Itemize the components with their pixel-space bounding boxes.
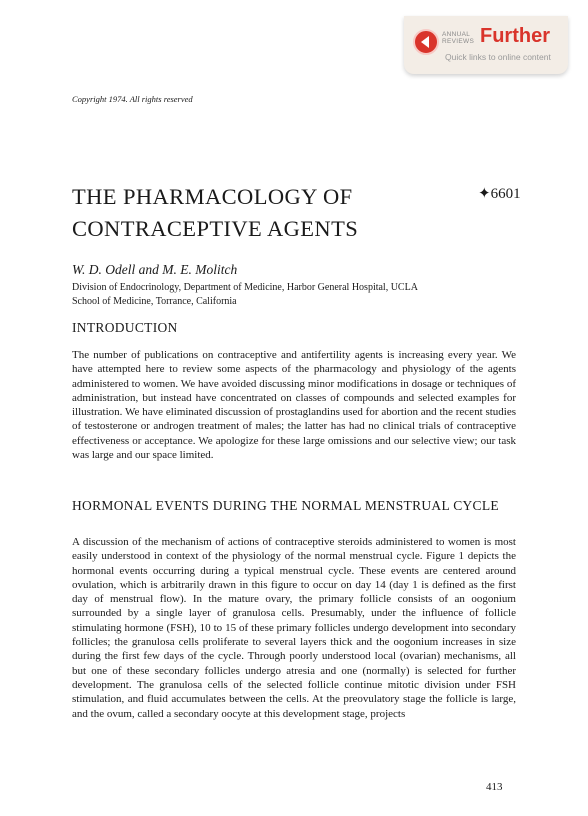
annual-reviews-label	[442, 31, 474, 45]
article-title-line2: CONTRACEPTIVE AGENTS	[72, 216, 359, 241]
further-banner[interactable]	[404, 16, 568, 74]
author-affiliation	[72, 281, 492, 309]
further-subtitle: Quick links to online content	[445, 52, 551, 62]
affiliation-line2: School of Medicine, Torrance, California	[72, 296, 237, 307]
introduction-paragraph: The number of publications on contraceptive and antifertility agents is increasing every year. We have attempted here to review some aspects of the pharmacology and physiology of the agents administered to women. We have avoided discussing minor modifications in dosage or techniques of administration, but instead have concentrated on classes of compounds and selected examples for illustration. We have eliminated discussion of prostaglandins used for abortion and the recent studies of testosterone or androgen treatment of males; the latter has had no clinical trials of contraceptive effectiveness or acceptance. We apologize for these large omissions and our selective view; our task was large and our space limited.	[72, 349, 516, 462]
article-code: ✦6601	[478, 186, 521, 202]
page-number: 413	[486, 781, 503, 793]
affiliation-line1: Division of Endocrinology, Department of Medicine, Harbor General Hospital, UCLA	[72, 282, 418, 293]
hormonal-events-paragraph: A discussion of the mechanism of actions of contraceptive steroids administered to women is most easily understood in context of the physiology of the normal menstrual cycle. Figure 1 depicts the hormonal events occurring during a typical menstrual cycle. These events are centered around ovulation, which is arbitrarily drawn in this figure to occur on day 14 (day 1 is defined as the first day of menstrual flow). In the mature ovary, the primary follicle consists of an oogonium surrounded by a single layer of granulosa cells. Presumably, under the influence of follicle stimulating hormone (FSH), 10 to 15 of these primary follicles undergo development into secondary follicles; the granulosa cells proliferate to several layers thick and the oogonium increases in size during the first few days of the cycle. Through poorly understood local (ovarian) mechanisms, all but one of these secondary follicles undergo atresia and one (normally) is selected for further development. The granulosa cells of the selected follicle continue mitotic division under FSH stimulation, and fluid accumulates between the cells. At the preovulatory stage the follicle is large, and the ovum, called a secondary oocyte at this development stage, projects	[72, 536, 516, 720]
section-heading-introduction: INTRODUCTION	[72, 320, 178, 335]
annual-reviews-logo-icon	[413, 29, 439, 55]
annual-label: ANNUAL	[442, 31, 471, 38]
reviews-label: REVIEWS	[442, 38, 475, 45]
article-authors: W. D. Odell and M. E. Molitch	[72, 262, 238, 277]
section-heading-hormonal-events: HORMONAL EVENTS DURING THE NORMAL MENSTRUAL CYCLE	[72, 498, 499, 513]
article-title-line1: THE PHARMACOLOGY OF	[72, 184, 353, 209]
play-arrow-icon	[421, 36, 429, 48]
article-title	[72, 181, 412, 245]
further-label: Further	[480, 25, 550, 47]
copyright-notice: Copyright 1974. All rights reserved	[72, 94, 193, 104]
